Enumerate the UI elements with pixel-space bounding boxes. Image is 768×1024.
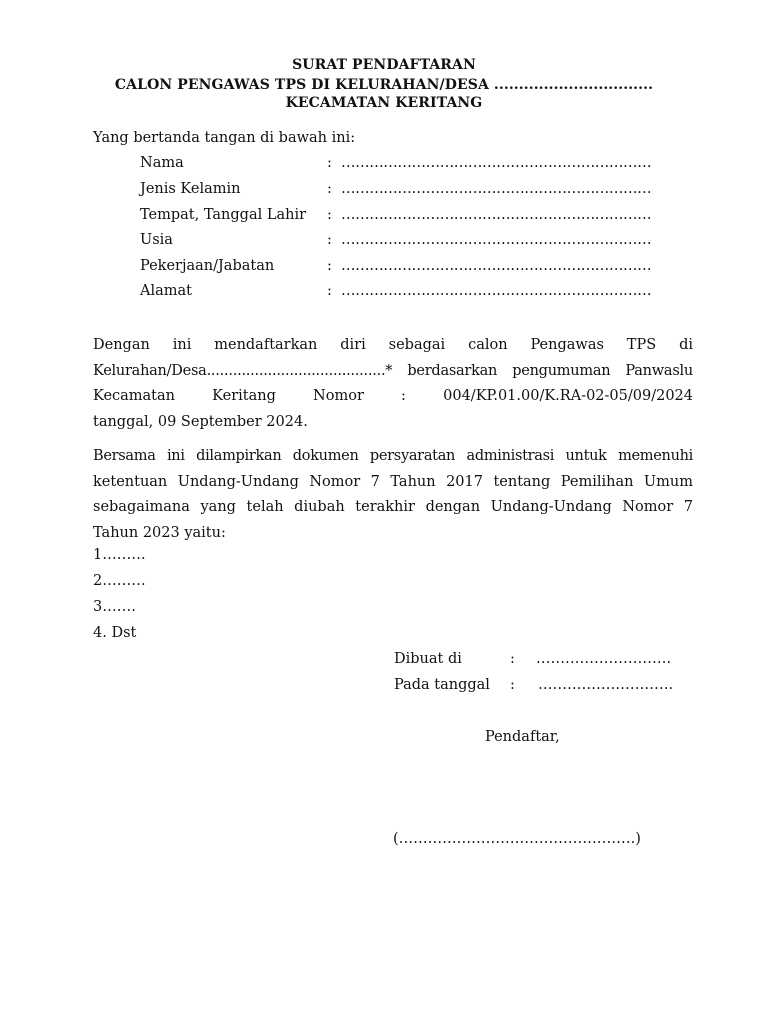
signature-name-line: (………………………………………….) bbox=[393, 831, 641, 847]
paragraph-line: sebagaimana yang telah diubah terakhir dengan Undang-Undang Nomor 7 bbox=[93, 499, 693, 515]
paragraph-line: Bersama ini dilampirkan dokumen persyaratan administrasi untuk memenuhi bbox=[93, 448, 693, 464]
paragraph-line: ketentuan Undang-Undang Nomor 7 Tahun 2017 tentang Pemilihan Umum bbox=[93, 473, 693, 490]
field-colon: : bbox=[327, 232, 332, 248]
field-colon: : bbox=[327, 283, 332, 299]
field-colon: : bbox=[327, 181, 332, 197]
paragraph-line: Kelurahan/Desa.........................................* berdasarkan pengumuman Panwaslu bbox=[93, 362, 693, 379]
field-label: Alamat bbox=[140, 283, 192, 299]
field-blank: ………………………………………………………… bbox=[341, 258, 652, 274]
field-label: Tempat, Tanggal Lahir bbox=[140, 207, 307, 223]
paragraph-line: Kecamatan Keritang Nomor : 004/KP.01.00/K.RA-02-05/09/2024 bbox=[93, 388, 693, 404]
registration-paragraph bbox=[93, 333, 693, 435]
field-blank: ………………………………………………………… bbox=[341, 283, 652, 299]
registrant-label: Pendaftar, bbox=[485, 729, 560, 745]
field-label: Jenis Kelamin bbox=[140, 181, 241, 197]
field-label: Nama bbox=[140, 155, 184, 171]
document-title: SURAT PENDAFTARAN bbox=[292, 57, 476, 73]
field-label: Usia bbox=[140, 232, 173, 248]
intro-text: Yang bertanda tangan di bawah ini: bbox=[93, 130, 356, 146]
attachment-paragraph bbox=[93, 444, 693, 546]
date-label: Pada tanggal bbox=[394, 677, 490, 693]
field-label: Pekerjaan/Jabatan bbox=[140, 258, 275, 274]
field-blank: ………………………………………………………… bbox=[341, 155, 652, 171]
document-subtitle: CALON PENGAWAS TPS DI KELURAHAN/DESA ................................ bbox=[114, 77, 654, 93]
field-colon: : bbox=[327, 258, 332, 274]
field-blank: ………………………………………………………… bbox=[341, 181, 652, 197]
field-colon: : bbox=[327, 207, 332, 223]
made-in-blank: ………………………. bbox=[536, 651, 672, 667]
field-colon: : bbox=[327, 155, 332, 171]
paragraph-line: tanggal, 09 September 2024. bbox=[93, 413, 308, 430]
district-title: KECAMATAN KERITANG bbox=[285, 95, 483, 111]
made-in-label: Dibuat di bbox=[394, 651, 462, 667]
list-item: 3……. bbox=[93, 599, 136, 615]
paragraph-line: Dengan ini mendaftarkan diri sebagai calon Pengawas TPS di bbox=[93, 337, 693, 353]
list-item: 2……… bbox=[93, 573, 146, 589]
paragraph-line: Tahun 2023 yaitu: bbox=[93, 524, 226, 541]
field-blank: ………………………………………………………… bbox=[341, 207, 652, 223]
date-colon: : bbox=[510, 677, 515, 693]
date-blank: ………………………. bbox=[538, 677, 674, 693]
list-item: 1……… bbox=[93, 547, 146, 563]
field-blank: ………………………………………………………… bbox=[341, 232, 652, 248]
made-in-colon: : bbox=[510, 651, 515, 667]
list-item: 4. Dst bbox=[93, 625, 137, 641]
